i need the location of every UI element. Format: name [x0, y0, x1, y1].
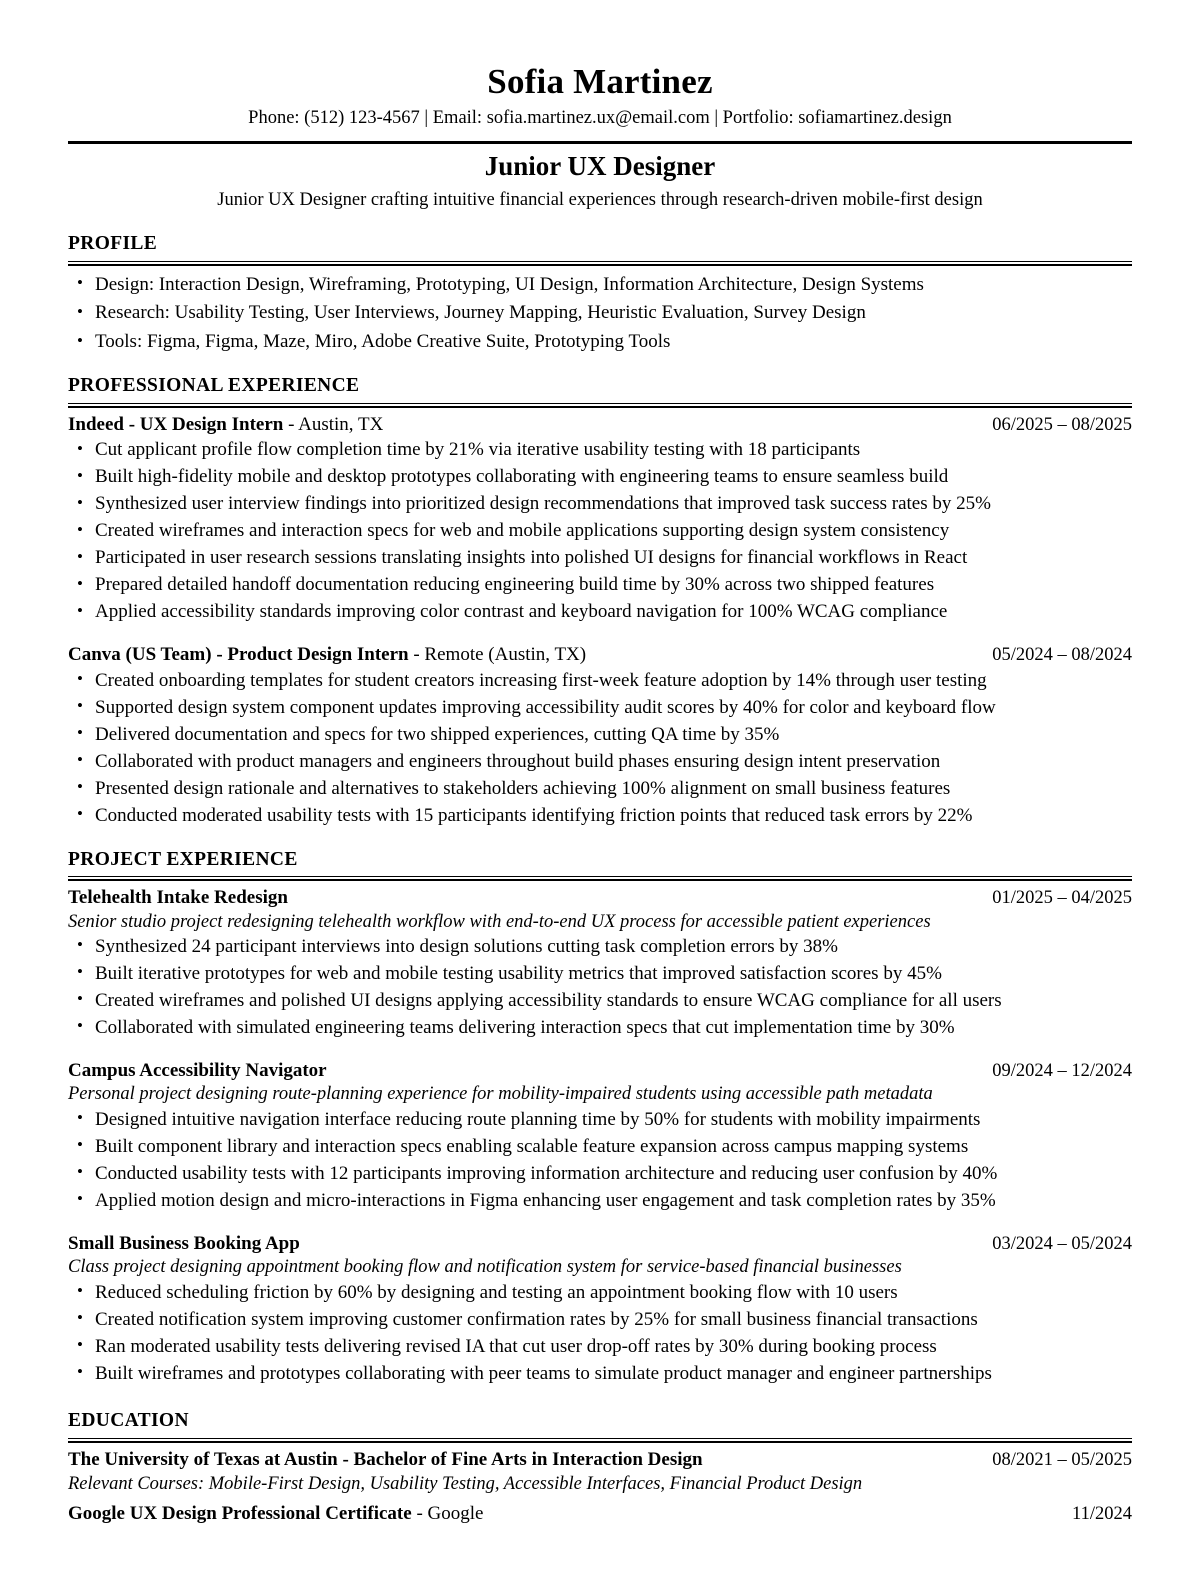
list-item: • Created onboarding templates for student creators increasing first-week feature adoption by 14% through user testing: [68, 668, 1132, 695]
entry-title: [68, 886, 976, 910]
entry-title: [68, 1232, 976, 1256]
entry-title-bold: Campus Accessibility Navigator: [68, 1059, 327, 1081]
list-item: • Supported design system component updates improving accessibility audit scores by 40% for color and keyboard flow: [68, 695, 1132, 722]
entry-date: 06/2025 – 08/2025: [992, 414, 1132, 435]
section-professional-experience: [68, 374, 1132, 829]
section-profile: [68, 232, 1132, 357]
entry-title: [68, 643, 976, 667]
section-education: [68, 1409, 1132, 1526]
project-description: Class project designing appointment booking flow and notification system for service-based financial businesses: [68, 1257, 902, 1278]
list-item: • Created wireframes and polished UI designs applying accessibility standards to ensure WCAG compliance for all users: [68, 988, 1132, 1015]
entry-title-location: - Remote (Austin, TX): [408, 644, 587, 666]
section-title-experience: PROFESSIONAL EXPERIENCE: [68, 375, 360, 397]
entry-title-bold: Telehealth Intake Redesign: [68, 886, 288, 908]
section-title-projects: PROJECT EXPERIENCE: [68, 848, 298, 870]
entry-title-bold: Canva (US Team) - Product Design Intern: [68, 644, 409, 666]
entry-header: [68, 886, 1132, 911]
entry-title-location: - Austin, TX: [283, 413, 384, 435]
project-description: Personal project designing route-planning experience for mobility-impaired students using accessible path metadata: [68, 1084, 933, 1105]
list-item: • Reduced scheduling friction by 60% by designing and testing an appointment booking flow with 10 users: [68, 1280, 1132, 1307]
section-divider-profile: [68, 261, 1132, 266]
list-item: • Collaborated with simulated engineering teams delivering interaction specs that cut implementation time by 30%: [68, 1015, 1132, 1042]
education-entry: [68, 1448, 1132, 1496]
section-divider-experience: [68, 403, 1132, 408]
relevant-courses: Relevant Courses: Mobile-First Design, Usability Testing, Accessible Interfaces, Financial Product Design: [68, 1473, 863, 1494]
entry-title: [68, 413, 976, 437]
section-title-profile: PROFILE: [68, 233, 158, 255]
entry-title: [68, 1502, 1056, 1526]
entry-bullets: [68, 1280, 1132, 1388]
entry-bullets: [68, 1107, 1132, 1215]
project-entry: [68, 886, 1132, 1042]
certificate-entry: [68, 1502, 1132, 1527]
list-item: • Built iterative prototypes for web and mobile testing usability metrics that improved satisfaction scores by 45%: [68, 961, 1132, 988]
list-item: • Built wireframes and prototypes collaborating with peer teams to simulate product manager and engineer partnerships: [68, 1361, 1132, 1388]
entry-date: 08/2021 – 05/2025: [992, 1449, 1132, 1470]
project-entry: [68, 1059, 1132, 1215]
list-item: • Applied accessibility standards improving color contrast and keyboard navigation for 100% WCAG compliance: [68, 599, 1132, 626]
list-item: • Presented design rationale and alternatives to stakeholders achieving 100% alignment on small business features: [68, 776, 1132, 803]
entry-header: [68, 1232, 1132, 1257]
project-entry: [68, 1232, 1132, 1388]
entry-title: [68, 1059, 976, 1083]
list-item: • Synthesized 24 participant interviews into design solutions cutting task completion errors by 38%: [68, 934, 1132, 961]
entry-title: [68, 1448, 976, 1472]
entry-header: [68, 1448, 1132, 1473]
entry-title-bold: Indeed - UX Design Intern: [68, 413, 284, 435]
header-divider: [68, 141, 1132, 144]
entry-bullets: [68, 668, 1132, 830]
experience-entry: [68, 413, 1132, 626]
section-title-education: EDUCATION: [68, 1410, 189, 1432]
entry-header: [68, 1059, 1132, 1084]
entry-header: [68, 413, 1132, 438]
section-project-experience: [68, 848, 1132, 1388]
list-item: • Collaborated with product managers and engineers throughout build phases ensuring design intent preservation: [68, 749, 1132, 776]
list-item: • Cut applicant profile flow completion time by 21% via iterative usability testing with 18 participants: [68, 437, 1132, 464]
list-item: • Prepared detailed handoff documentation reducing engineering build time by 30% across two shipped features: [68, 572, 1132, 599]
entry-date: 09/2024 – 12/2024: [992, 1060, 1132, 1081]
list-item: • Conducted moderated usability tests with 15 participants identifying friction points that reduced task errors by 22%: [68, 803, 1132, 830]
section-divider-education: [68, 1438, 1132, 1443]
experience-entry: [68, 643, 1132, 829]
list-item: • Research: Usability Testing, User Interviews, Journey Mapping, Heuristic Evaluation, Survey Design: [68, 299, 1132, 328]
list-item: • Built component library and interaction specs enabling scalable feature expansion across campus mapping systems: [68, 1134, 1132, 1161]
contact-line: Phone: (512) 123-4567 | Email: sofia.martinez.ux@email.com | Portfolio: sofiamartinez.design: [248, 108, 952, 129]
list-item: • Applied motion design and micro-interactions in Figma enhancing user engagement and task completion rates by 35%: [68, 1188, 1132, 1215]
entry-date: 05/2024 – 08/2024: [992, 645, 1132, 666]
list-item: • Created notification system improving customer confirmation rates by 25% for small business financial transactions: [68, 1307, 1132, 1334]
job-headline: Junior UX Designer: [484, 151, 716, 182]
candidate-name: Sofia Martinez: [487, 62, 713, 101]
entry-header: [68, 1502, 1132, 1527]
list-item: • Ran moderated usability tests delivering revised IA that cut user drop-off rates by 30% during booking process: [68, 1334, 1132, 1361]
list-item: • Built high-fidelity mobile and desktop prototypes collaborating with engineering teams to ensure seamless build: [68, 464, 1132, 491]
list-item: • Created wireframes and interaction specs for web and mobile applications supporting design system consistency: [68, 518, 1132, 545]
list-item: • Design: Interaction Design, Wireframing, Prototyping, UI Design, Information Architecture, Design Systems: [68, 271, 1132, 300]
list-item: • Tools: Figma, Figma, Maze, Miro, Adobe Creative Suite, Prototyping Tools: [68, 328, 1132, 357]
entry-date: 01/2025 – 04/2025: [992, 887, 1132, 908]
professional-summary: Junior UX Designer crafting intuitive financial experiences through research-driven mobile-first design: [217, 190, 983, 211]
entry-header: [68, 643, 1132, 668]
list-item: • Synthesized user interview findings into prioritized design recommendations that improved task success rates by 25%: [68, 491, 1132, 518]
certificate-title: Google UX Design Professional Certificate: [68, 1502, 412, 1524]
list-item: • Participated in user research sessions translating insights into polished UI designs for financial workflows in React: [68, 545, 1132, 572]
entry-title-bold: Small Business Booking App: [68, 1232, 300, 1254]
certificate-issuer: - Google: [411, 1502, 484, 1524]
project-description: Senior studio project redesigning telehealth workflow with end-to-end UX process for accessible patient experiences: [68, 911, 931, 932]
entry-date: 03/2024 – 05/2024: [992, 1233, 1132, 1254]
list-item: • Designed intuitive navigation interface reducing route planning time by 50% for students with mobility impairments: [68, 1107, 1132, 1134]
entry-bullets: [68, 437, 1132, 626]
list-item: • Conducted usability tests with 12 participants improving information architecture and reducing user confusion by 40%: [68, 1161, 1132, 1188]
degree-title: The University of Texas at Austin - Bachelor of Fine Arts in Interaction Design: [68, 1448, 703, 1470]
section-divider-projects: [68, 876, 1132, 881]
list-item: • Delivered documentation and specs for two shipped experiences, cutting QA time by 35%: [68, 722, 1132, 749]
profile-list: [68, 271, 1132, 358]
entry-date: 11/2024: [1072, 1503, 1132, 1524]
resume-header: [68, 62, 1132, 212]
entry-bullets: [68, 934, 1132, 1042]
